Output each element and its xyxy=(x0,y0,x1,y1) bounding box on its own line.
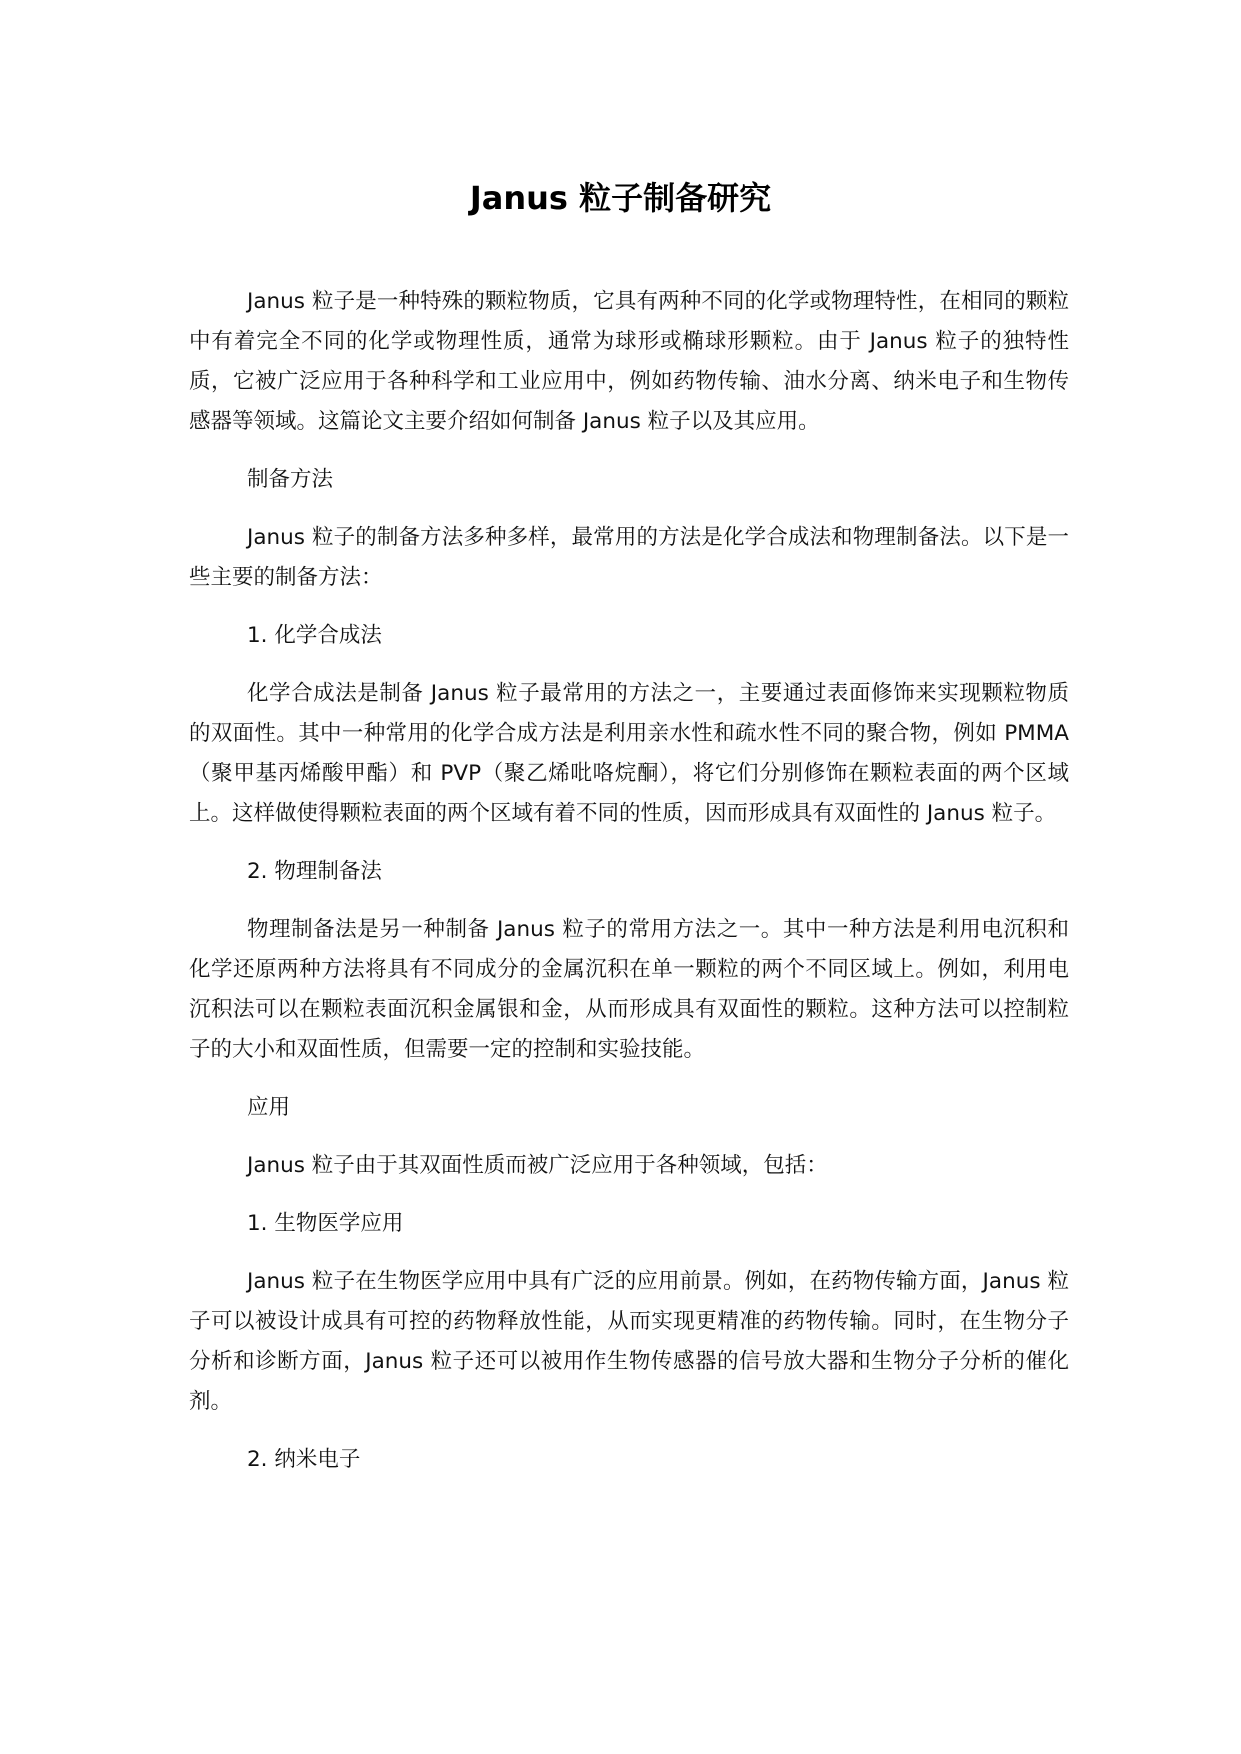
physical-preparation-paragraph: 物理制备法是另一种制备 Janus 粒子的常用方法之一。其中一种方法是利用电沉积和化学还原两种方法将具有不同成分的金属沉积在单一颗粒的两个不同区域上。例如，利用电沉积法可以在颗粒表面沉积金属银和金，从而形成具有双面性的颗粒。这种方法可以控制粒子的大小和双面性质，但需要一定的控制和实验技能。 xyxy=(189,917,1069,1062)
subheading-physical-preparation: 2. 物理制备法 xyxy=(247,859,382,884)
section-heading-preparation: 制备方法 xyxy=(247,467,334,492)
intro-paragraph: Janus 粒子是一种特殊的颗粒物质，它具有两种不同的化学或物理特性，在相同的颗粒中有着完全不同的化学或物理性质，通常为球形或椭球形颗粒。由于 Janus 粒子的独特性质，它被广泛应用于各种科学和工业应用中，例如药物传输、油水分离、纳米电子和生物传感器等领域。这篇论文主要介绍如何制备 Janus 粒子以及其应用。 xyxy=(189,289,1069,434)
document-title: Janus 粒子制备研究 xyxy=(469,179,772,217)
chemical-synthesis-paragraph: 化学合成法是制备 Janus 粒子最常用的方法之一，主要通过表面修饰来实现颗粒物质的双面性。其中一种常用的化学合成方法是利用亲水性和疏水性不同的聚合物，例如 PMMA（聚甲基丙烯酸甲酯）和 PVP（聚乙烯吡咯烷酮），将它们分别修饰在颗粒表面的两个区域上。这样做使得颗粒表面的两个区域有着不同的性质，因而形成具有双面性的 Janus 粒子。 xyxy=(189,681,1069,826)
subheading-chemical-synthesis: 1. 化学合成法 xyxy=(247,623,382,648)
applications-intro-line: Janus 粒子由于其双面性质而被广泛应用于各种领域，包括： xyxy=(247,1153,828,1178)
subheading-nanoelectronics: 2. 纳米电子 xyxy=(247,1447,361,1472)
biomedical-paragraph: Janus 粒子在生物医学应用中具有广泛的应用前景。例如，在药物传输方面，Janus 粒子可以被设计成具有可控的药物释放性能，从而实现更精准的药物传输。同时，在生物分子分析和诊断方面，Janus 粒子还可以被用作生物传感器的信号放大器和生物分子分析的催化剂。 xyxy=(189,1269,1069,1414)
subheading-biomedical: 1. 生物医学应用 xyxy=(247,1211,404,1236)
document-body xyxy=(189,282,1069,1498)
section-heading-applications: 应用 xyxy=(247,1095,291,1120)
preparation-paragraph: Janus 粒子的制备方法多种多样，最常用的方法是化学合成法和物理制备法。以下是一些主要的制备方法： xyxy=(189,525,1069,590)
